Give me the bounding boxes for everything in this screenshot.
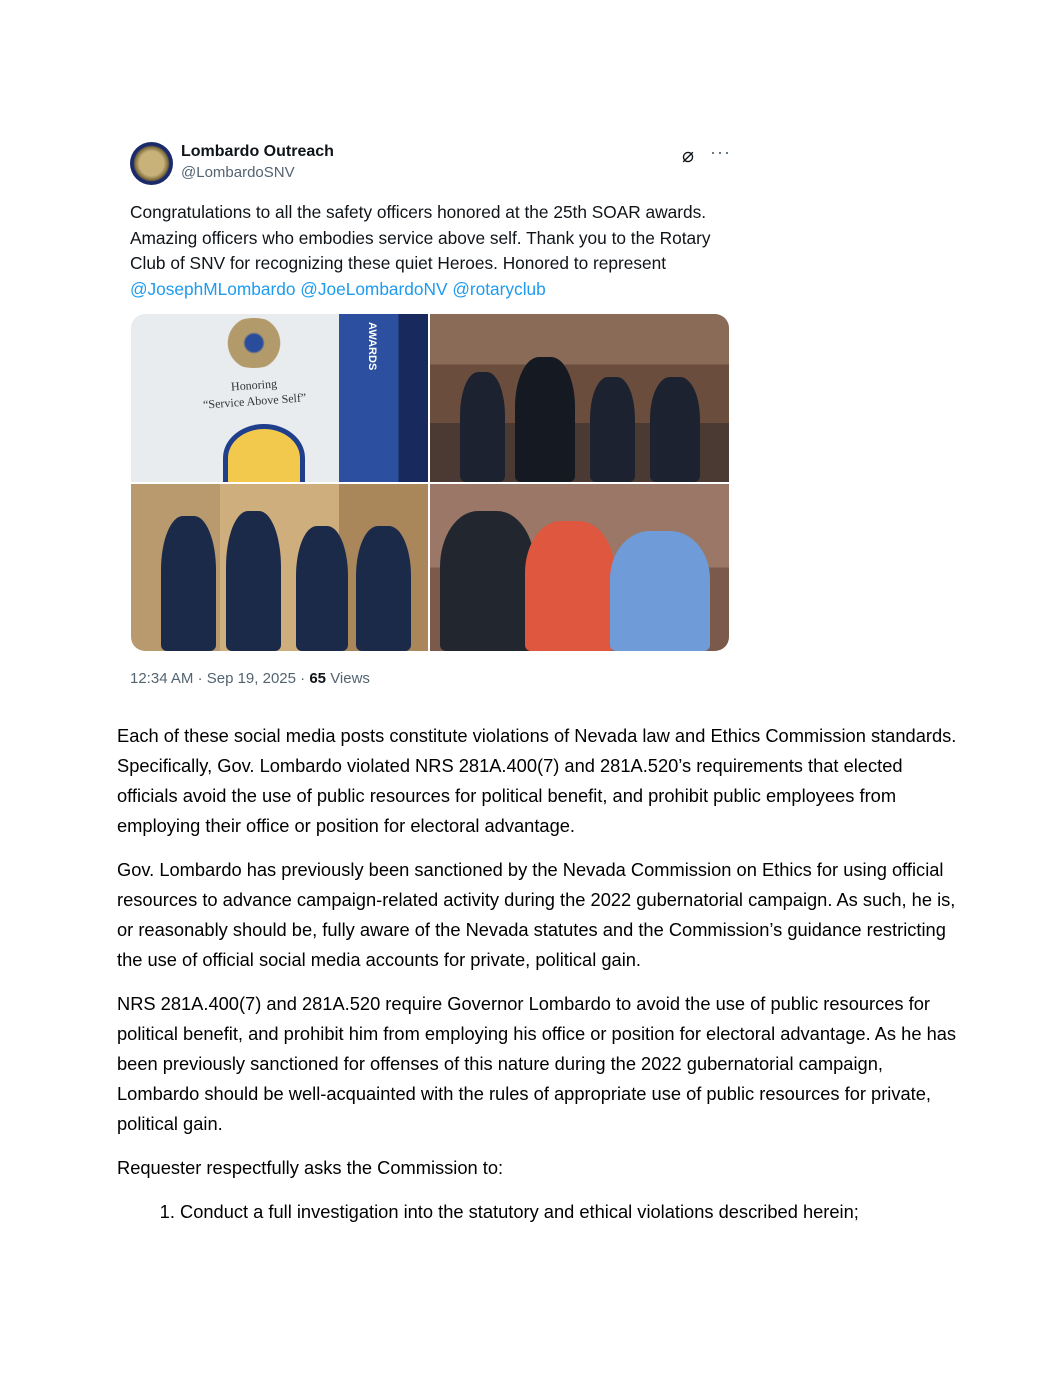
rotary-badge-icon <box>223 424 305 482</box>
person-figure <box>525 521 615 651</box>
photo-honor-guard[interactable] <box>131 484 428 651</box>
grok-icon[interactable]: ⌀ <box>682 145 695 167</box>
photo-officers-trophy[interactable] <box>430 314 729 482</box>
tweet-body: Congratulations to all the safety officers honored at the 25th SOAR awards. Amazing officers who embodies service above self. Thank you to the Rotary Club of SNV for recognizing these quiet Heroes. Honored to represent <box>130 202 711 273</box>
request-list <box>117 1197 957 1227</box>
separator: · <box>300 670 306 687</box>
photo-caption: AWARDS <box>366 322 378 371</box>
paragraph: Each of these social media posts constitute violations of Nevada law and Ethics Commission standards. Specifically, Gov. Lombardo violated NRS 281A.400(7) and 281A.520’s requirements that elected officials avoid the use of public resources for political benefit, and prohibit public employees from employing their office or position for electoral advantage. <box>117 725 957 836</box>
paragraph: Requester respectfully asks the Commission to: <box>117 1157 504 1178</box>
more-options-icon[interactable]: ··· <box>710 142 731 162</box>
photo-grid <box>131 314 729 651</box>
paragraph: Gov. Lombardo has previously been sanctioned by the Nevada Commission on Ethics for using official resources to advance campaign-related activity during the 2022 gubernatorial campaign. As such, he is, or reasonably should be, fully aware of the Nevada statutes and the Commission’s guidance restricting the use of official social media accounts for private, political gain. <box>117 859 956 970</box>
tweet-text <box>130 200 740 302</box>
photo-caption: “Service Above Self” <box>202 390 307 412</box>
emblem-icon <box>219 318 289 368</box>
person-figure <box>161 516 216 651</box>
tweet-metadata <box>130 670 370 687</box>
person-figure <box>356 526 411 651</box>
person-figure <box>590 377 635 482</box>
person-figure <box>440 511 535 651</box>
author-handle[interactable]: @LombardoSNV <box>181 164 295 181</box>
person-figure <box>515 357 575 482</box>
photo-group-selfie[interactable] <box>430 484 729 651</box>
views-label: Views <box>330 670 370 687</box>
person-figure <box>296 526 348 651</box>
separator: · <box>197 670 203 687</box>
person-figure <box>226 511 281 651</box>
views-count: 65 <box>309 670 327 687</box>
paragraph: NRS 281A.400(7) and 281A.520 require Governor Lombardo to avoid the use of public resources for political benefit, and prohibit him from employing his office or position for electoral advantage. As he has been previously sanctioned for offenses of this nature during the 2022 gubernatorial campaign, Lombardo should be well-acquainted with the rules of appropriate use of public resources for private, political gain. <box>117 993 957 1134</box>
document-body <box>117 721 957 1227</box>
tweet-time[interactable]: 12:34 AM <box>130 670 194 687</box>
person-figure <box>650 377 700 482</box>
tweet-date[interactable]: Sep 19, 2025 <box>206 670 296 687</box>
avatar[interactable] <box>130 142 173 185</box>
mention-link[interactable]: @JosephMLombardo <box>130 278 296 299</box>
list-item: 1. Conduct a full investigation into the statutory and ethical violations described herein; <box>180 1197 957 1227</box>
person-figure <box>460 372 505 482</box>
photo-award-program[interactable] <box>131 314 428 482</box>
photo-caption: Honoring <box>230 376 278 394</box>
person-figure <box>610 531 710 651</box>
author-name[interactable]: Lombardo Outreach <box>181 143 334 160</box>
mention-link[interactable]: @rotaryclub <box>452 278 546 299</box>
mention-link[interactable]: @JoeLombardoNV <box>300 278 448 299</box>
